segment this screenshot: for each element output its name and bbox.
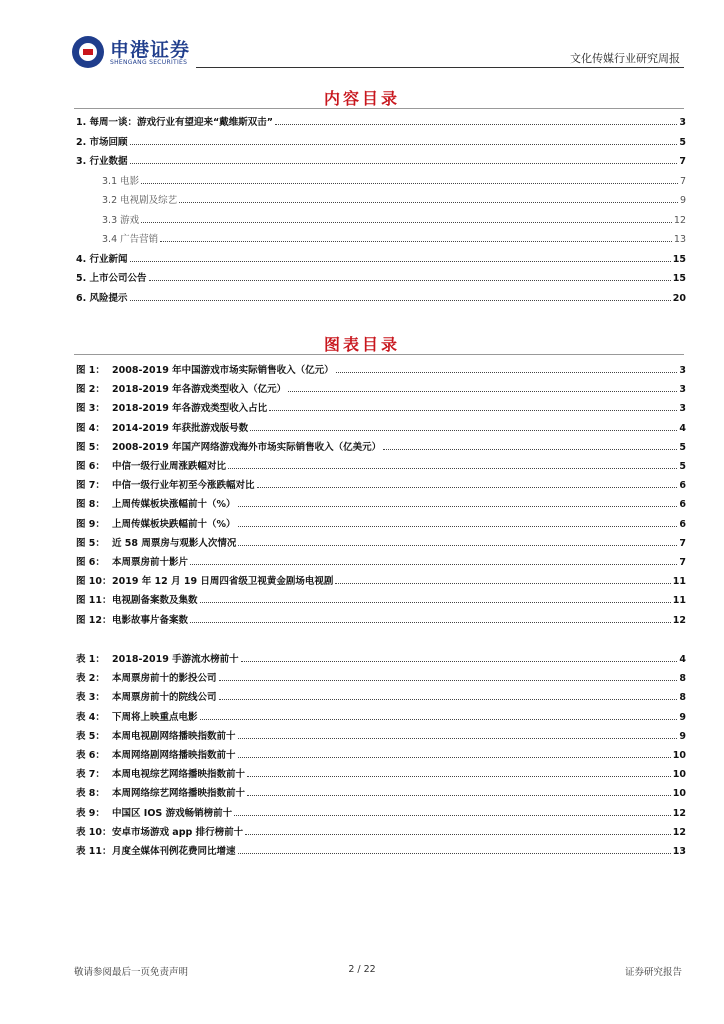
toc-entry-text: 5. 上市公司公告 [76, 273, 147, 284]
toc-entry-label [76, 477, 255, 491]
toc-entry-text: 电视剧备案数及集数 [112, 595, 198, 607]
toc-entry-label [76, 612, 188, 626]
toc-entry-text: 1. 每周一谈：游戏行业有望迎来“戴维斯双击” [76, 117, 274, 128]
toc-entry-label [76, 270, 147, 284]
toc-entry-page: 4 [679, 422, 686, 434]
table-entry[interactable] [76, 651, 686, 665]
contents-subitem[interactable] [102, 173, 686, 187]
toc-entry-label [76, 153, 128, 167]
toc-entry-page: 7 [679, 175, 686, 187]
dotted-leader [269, 409, 677, 411]
toc-entry-label [76, 728, 236, 742]
contents-item[interactable] [76, 270, 686, 284]
toc-entry-page: 8 [679, 692, 686, 704]
footer-disclaimer: 敬请参阅最后一页免责声明 [74, 967, 189, 978]
dotted-leader [241, 660, 678, 662]
toc-entry-text: 3. 行业数据 [76, 156, 128, 167]
toc-entry-page: 12 [672, 614, 686, 626]
table-entry[interactable] [76, 670, 686, 684]
toc-entry-number: 表 3： [76, 692, 105, 704]
toc-entry-number: 图 5： [76, 537, 105, 549]
figure-entry[interactable] [76, 420, 686, 434]
dotted-leader [257, 486, 678, 488]
toc-entry-page: 9 [679, 711, 686, 723]
toc-entry-label [102, 231, 158, 245]
figure-entry[interactable] [76, 592, 686, 606]
contents-item[interactable] [76, 114, 686, 128]
toc-entry-text: 3.3 游戏 [102, 214, 140, 226]
figures-title: 图表目录 [323, 335, 400, 354]
figure-entry[interactable] [76, 573, 686, 587]
dotted-leader [141, 182, 678, 184]
contents-item[interactable] [76, 290, 686, 304]
dotted-leader [190, 563, 677, 565]
dotted-leader [130, 162, 678, 164]
dotted-leader [336, 371, 678, 373]
toc-entry-text: 本周票房前十的影投公司 [112, 673, 217, 685]
toc-entry-page: 12 [673, 214, 686, 226]
toc-entry-text: 安卓市场游戏 app 排行榜前十 [112, 826, 244, 838]
toc-entry-number: 图 7： [76, 480, 105, 492]
dotted-leader [250, 429, 677, 431]
toc-entry-label [102, 192, 177, 206]
dotted-leader [219, 679, 678, 681]
toc-entry-text: 6. 风险提示 [76, 292, 128, 304]
dotted-leader [149, 279, 671, 281]
toc-entry-label [76, 362, 334, 376]
dotted-leader [234, 814, 671, 816]
toc-entry-label [102, 212, 139, 226]
toc-entry-page: 15 [672, 253, 686, 265]
dotted-leader [335, 582, 670, 584]
logo-chinese-name: 申港证券 [110, 39, 191, 61]
toc-entry-page: 5 [679, 441, 686, 453]
toc-entry-page: 10 [672, 788, 686, 800]
toc-entry-label [76, 843, 236, 857]
toc-entry-page: 15 [672, 273, 686, 284]
toc-entry-text: 电影故事片备案数 [112, 614, 189, 626]
logo-english-name: SHENGANG SECURITIES [110, 59, 188, 66]
toc-entry-label [76, 670, 217, 684]
toc-entry-number: 图 12： [76, 614, 112, 626]
toc-entry-page: 7 [679, 537, 686, 549]
contents-item[interactable] [76, 251, 686, 265]
dotted-leader [238, 756, 671, 758]
dotted-leader [141, 221, 672, 223]
toc-entry-label [102, 173, 139, 187]
toc-entry-text: 4. 行业新闻 [76, 253, 128, 265]
toc-entry-text: 3.4 广告营销 [102, 234, 159, 245]
toc-entry-page: 12 [672, 807, 686, 819]
toc-entry-page: 8 [679, 673, 686, 685]
toc-entry-page: 4 [679, 654, 686, 665]
toc-entry-page: 13 [672, 846, 686, 857]
toc-entry-page: 3 [679, 403, 686, 415]
report-type: 文化传媒行业研究周报 [570, 52, 680, 65]
toc-entry-label [76, 651, 239, 665]
toc-entry-number: 表 8： [76, 788, 105, 800]
figure-entry[interactable] [76, 496, 686, 510]
dotted-leader [130, 260, 671, 262]
toc-entry-label [76, 592, 198, 606]
table-entry[interactable] [76, 689, 686, 703]
toc-entry-text: 月度全媒体刊例花费同比增速 [112, 846, 236, 857]
toc-entry-page: 6 [679, 518, 686, 530]
toc-entry-number: 表 11： [76, 846, 112, 857]
toc-entry-text: 本周电视综艺网络播映指数前十 [112, 769, 246, 781]
figures-title-underline [74, 354, 684, 355]
toc-entry-label [76, 747, 236, 761]
toc-entry-number: 图 3： [76, 403, 105, 415]
toc-entry-text: 中国区 IOS 游戏畅销榜前十 [112, 807, 233, 819]
toc-entry-number: 表 5： [76, 730, 105, 742]
dotted-leader [383, 448, 677, 450]
toc-entry-number: 图 5： [76, 441, 105, 453]
toc-entry-number: 表 4： [76, 711, 105, 723]
toc-entry-label [76, 400, 267, 414]
contents-subitem[interactable] [102, 212, 686, 226]
dotted-leader [130, 143, 678, 145]
toc-entry-page: 12 [672, 826, 686, 838]
figure-entry[interactable] [76, 554, 686, 568]
toc-entry-page: 6 [679, 480, 686, 492]
figure-entry[interactable] [76, 477, 686, 491]
toc-entry-text: 下周将上映重点电影 [112, 711, 198, 723]
toc-entry-page: 13 [673, 234, 686, 245]
toc-entry-text: 3.1 电影 [102, 175, 140, 187]
dotted-leader [247, 794, 671, 796]
dotted-leader [288, 390, 677, 392]
figure-entry[interactable] [76, 535, 686, 549]
toc-entry-text: 2018-2019 手游流水榜前十 [112, 654, 239, 665]
toc-entry-number: 表 6： [76, 750, 105, 761]
toc-entry-label [76, 516, 236, 530]
toc-entry-text: 2018-2019 年各游戏类型收入占比 [112, 403, 268, 415]
toc-entry-page: 3 [679, 384, 686, 396]
toc-entry-page: 11 [672, 595, 686, 607]
dotted-leader [247, 775, 671, 777]
table-entry[interactable] [76, 728, 686, 742]
figure-entry[interactable] [76, 612, 686, 626]
contents-subitem[interactable] [102, 192, 686, 206]
dotted-leader [238, 544, 677, 546]
toc-entry-number: 图 1： [76, 365, 105, 376]
toc-entry-label [76, 554, 188, 568]
contents-item[interactable] [76, 134, 686, 148]
toc-entry-label [76, 134, 128, 148]
toc-entry-text: 2014-2019 年获批游戏版号数 [112, 422, 249, 434]
table-entry[interactable] [76, 709, 686, 723]
dotted-leader [200, 601, 671, 603]
toc-entry-label [76, 785, 245, 799]
table-entry[interactable] [76, 805, 686, 819]
toc-entry-page: 9 [679, 730, 686, 742]
toc-entry-label [76, 824, 243, 838]
toc-entry-number: 表 9： [76, 807, 105, 819]
figure-entry[interactable] [76, 400, 686, 414]
toc-entry-label [76, 439, 381, 453]
toc-entry-text: 本周网络综艺网络播映指数前十 [112, 788, 246, 800]
toc-entry-page: 10 [672, 769, 686, 781]
dotted-leader [130, 299, 671, 301]
header-divider [196, 67, 684, 68]
table-entry[interactable] [76, 766, 686, 780]
page-header [0, 0, 724, 72]
toc-entry-text: 本周票房前十影片 [112, 557, 189, 568]
toc-entry-number: 图 4： [76, 422, 105, 434]
toc-entry-text: 3.2 电视剧及综艺 [102, 195, 178, 206]
toc-entry-number: 图 11： [76, 595, 112, 607]
toc-entry-text: 上周传媒板块涨幅前十（%） [112, 499, 236, 511]
footer-report-label: 证券研究报告 [624, 967, 682, 978]
dotted-leader [200, 718, 678, 720]
dotted-leader [275, 123, 677, 125]
toc-entry-label [76, 290, 128, 304]
toc-entry-page: 9 [679, 195, 686, 206]
toc-entry-text: 2018-2019 年各游戏类型收入（亿元） [112, 384, 287, 396]
toc-entry-page: 7 [679, 557, 686, 568]
toc-entry-label [76, 496, 236, 510]
toc-entry-text: 近 58 周票房与观影人次情况 [112, 537, 237, 549]
dotted-leader [219, 698, 678, 700]
toc-entry-page: 3 [679, 365, 686, 376]
toc-entry-number: 图 10： [76, 576, 112, 588]
toc-entry-number: 图 9： [76, 518, 105, 530]
contents-item[interactable] [76, 153, 686, 167]
toc-entry-label [76, 420, 248, 434]
toc-entry-text: 2019 年 12 月 19 日周四省级卫视黄金剧场电视剧 [112, 576, 334, 588]
contents-title: 内容目录 [323, 89, 400, 108]
dotted-leader [190, 621, 671, 623]
toc-entry-page: 5 [679, 461, 686, 472]
toc-entry-text: 2008-2019 年中国游戏市场实际销售收入（亿元） [112, 365, 334, 376]
contents-title-underline [74, 108, 684, 109]
toc-entry-page: 5 [679, 136, 686, 148]
toc-entry-text: 本周网络剧网络播映指数前十 [112, 750, 236, 761]
toc-entry-number: 表 2： [76, 673, 105, 685]
dotted-leader [179, 201, 678, 203]
toc-entry-text: 本周电视剧网络播映指数前十 [112, 730, 236, 742]
toc-entry-text: 本周票房前十的院线公司 [112, 692, 217, 704]
toc-entry-page: 20 [672, 292, 686, 304]
table-entry[interactable] [76, 843, 686, 857]
contents-subitem[interactable] [102, 231, 686, 245]
toc-entry-label [76, 251, 128, 265]
figure-entry[interactable] [76, 439, 686, 453]
toc-entry-number: 表 10： [76, 826, 112, 838]
toc-entry-text: 中信一级行业周涨跌幅对比 [112, 461, 227, 472]
toc-entry-page: 7 [679, 156, 686, 167]
toc-entry-number: 表 1： [76, 654, 105, 665]
toc-entry-number: 图 6： [76, 461, 105, 472]
dotted-leader [245, 833, 671, 835]
dotted-leader [238, 852, 671, 854]
figure-entry[interactable] [76, 381, 686, 395]
toc-entry-text: 上周传媒板块跌幅前十（%） [112, 518, 236, 530]
dotted-leader [238, 525, 678, 527]
toc-entry-text: 2008-2019 年国产网络游戏海外市场实际销售收入（亿美元） [112, 441, 382, 453]
toc-entry-label [76, 689, 217, 703]
footer-page-number: 2 / 22 [348, 964, 376, 975]
toc-entry-page: 10 [672, 750, 686, 761]
toc-entry-page: 11 [672, 576, 686, 588]
toc-entry-label [76, 535, 236, 549]
toc-entry-label [76, 573, 333, 587]
dotted-leader [160, 240, 672, 242]
toc-entry-page: 6 [679, 499, 686, 511]
figure-entry[interactable] [76, 516, 686, 530]
toc-entry-label [76, 766, 245, 780]
dotted-leader [238, 505, 678, 507]
dotted-leader [238, 737, 678, 739]
toc-entry-label [76, 381, 286, 395]
toc-entry-label [76, 458, 226, 472]
toc-entry-number: 图 8： [76, 499, 105, 511]
figure-entry[interactable] [76, 458, 686, 472]
toc-entry-text: 2. 市场回顾 [76, 136, 128, 148]
toc-entry-number: 图 6： [76, 557, 105, 568]
toc-entry-label [76, 114, 273, 128]
company-logo-icon [72, 36, 104, 68]
toc-entry-number: 表 7： [76, 769, 105, 781]
toc-entry-text: 中信一级行业年初至今涨跌幅对比 [112, 480, 255, 492]
table-entry[interactable] [76, 747, 686, 761]
table-entry[interactable] [76, 785, 686, 799]
toc-entry-number: 图 2： [76, 384, 105, 396]
toc-entry-page: 3 [679, 117, 686, 128]
figure-entry[interactable] [76, 362, 686, 376]
toc-entry-label [76, 709, 198, 723]
dotted-leader [228, 467, 677, 469]
toc-entry-label [76, 805, 232, 819]
table-entry[interactable] [76, 824, 686, 838]
